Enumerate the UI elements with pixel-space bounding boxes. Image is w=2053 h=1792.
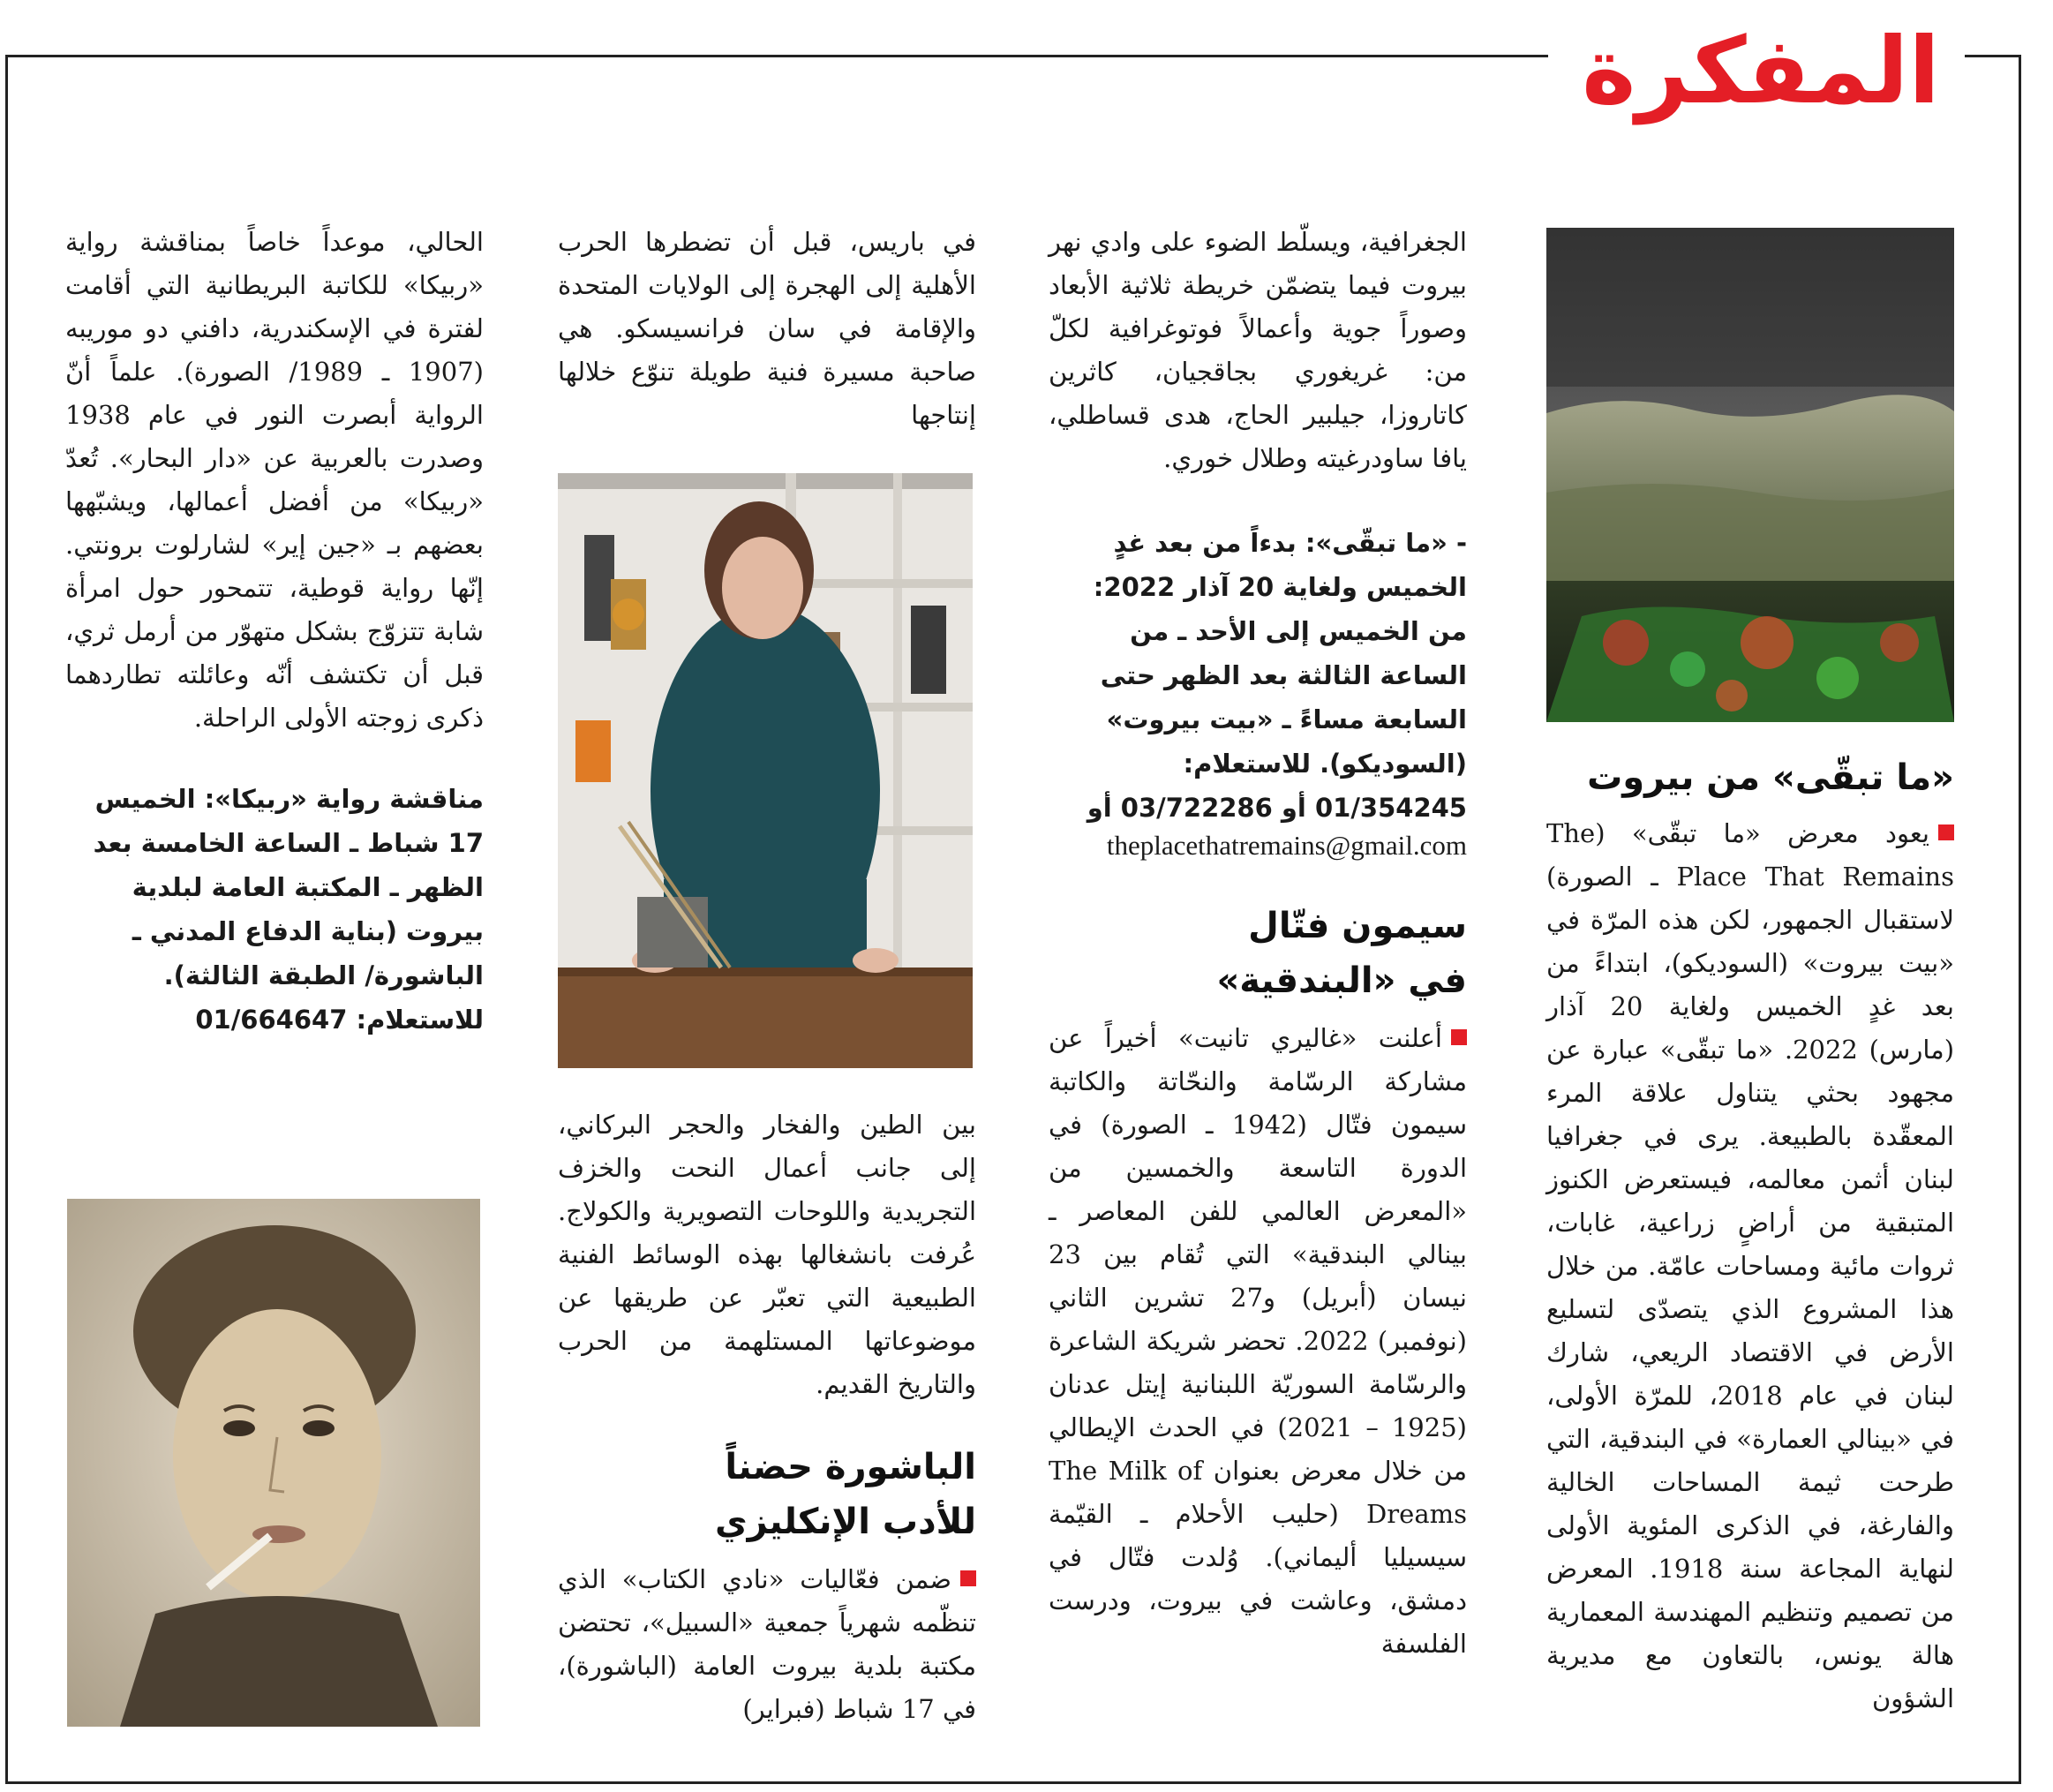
masthead-title: المفكرة: [1582, 17, 1940, 124]
artist-photo: [558, 473, 973, 1068]
column-2: [1049, 221, 1467, 1666]
article1-headline: «ما تبقّى» من بيروت: [1587, 757, 1954, 798]
artist-image: [558, 473, 973, 1068]
red-square-icon: [1451, 1029, 1467, 1045]
article2-headline: سيمون فتّال في «البندقية»: [1216, 906, 1467, 1001]
column-1: [1546, 750, 1954, 1720]
article2-body-cont2: بين الطين والفخار والحجر البركاني، إلى جانب أعمال النحت والخزف التجريدية واللوحات التصويرية والكولاج. عُرفت بانشغالها بهذه الوسائط الفنية الطبيعية التي تعبّر عن طريقها عن موضوعاتها المستلهمة من الحرب والتاريخ القديم.: [558, 1110, 976, 1399]
article1-info: [1049, 521, 1467, 862]
article1-body: يعود معرض «ما تبقّى» (The Place That Remains ـ الصورة) لاستقبال الجمهور، لكن هذه المرّة في «بيت بيروت» (السوديكو)، ابتداءً من بعد غدٍ الخميس ولغاية 20 آذار (مارس) 2022. «ما تبقّى» عبارة عن مجهود بحثي يتناول علاقة المرء المعقّدة بالطبيعة. يرى في جغرافيا لبنان أثمن معالمه، فيستعرض الكنوز المتبقية من أراضٍ زراعية، غابات، ثروات مائية ومساحات عامّة. من خلال هذا المشروع الذي يتصدّى لتسليع الأرض في الاقتصاد الريعي، شارك لبنان في عام 2018، للمرّة الأولى، في «بينالي العمارة» في البندقية، التي طرحت ثيمة المساحات الخالية والفارغة، في الذكرى المئوية الأولى لنهاية المجاعة سنة 1918. المعرض من تصميم وتنظيم المهندسة المعمارية هالة يونس، بالتعاون مع مديرية الشؤون: [1546, 818, 1955, 1713]
article1-body-cont: الجغرافية، ويسلّط الضوء على وادي نهر بيروت فيما يتضمّن خريطة ثلاثية الأبعاد وصوراً جوية وأعمالاً فوتوغرافية لكلّ من: غريغوري بجاقجيان، كاثرين كاتاروزا، جيلبير الحاج، هدى قساطلي، يافا ساودرغيته وطلال خوري.: [1049, 227, 1467, 473]
author-image: [67, 1199, 480, 1727]
exhibition-image: [1546, 228, 1954, 722]
column-4: [65, 221, 484, 1042]
red-square-icon: [1938, 824, 1954, 840]
article3-body: ضمن فعّاليات «نادي الكتاب» الذي تنظّمه شهرياً جمعية «السبيل»، تحتضن مكتبة بلدية بيروت العامة (الباشورة)، في 17 شباط (فبراير): [558, 1564, 976, 1724]
column-3-lower: [558, 1103, 976, 1731]
article2-body-cont1: في باريس، قبل أن تضطرها الحرب الأهلية إلى الهجرة إلى الولايات المتحدة والإقامة في سان فرانسيسكو. هي صاحبة مسيرة فنية طويلة تنوّع خلالها إنتاجها: [558, 227, 976, 430]
exhibition-photo: [1546, 228, 1954, 722]
article3-headline: الباشورة حضناً للأدب الإنكليزي: [714, 1447, 976, 1542]
author-photo: [67, 1199, 480, 1727]
article1-email: theplacethatremains@gmail.com: [1106, 830, 1467, 861]
article1-info-text: - «ما تبقّى»: بدءاً من بعد غدٍ الخميس ولغاية 20 آذار 2022: من الخميس إلى الأحد ـ من الساعة الثالثة بعد الظهر حتى السابعة مساءً ـ «بيت بيروت» (السوديكو). للاستعلام: 01/354245 أو 03/722286 أو: [1087, 528, 1467, 823]
column-3: [558, 221, 976, 437]
article2-body: أعلنت «غاليري تانيت» أخيراً عن مشاركة الرسّامة والنحّاتة والكاتبة سيمون فتّال (1942 ـ الصورة) في الدورة التاسعة والخمسين من «المعرض العالمي للفن المعاصر ـ بينالي البندقية» التي تُقام بين 23 نيسان (أبريل) و27 تشرين الثاني (نوفمبر) 2022. تحضر شريكة الشاعرة والرسّامة السوريّة اللبنانية إيتل عدنان (1925 – 2021) في الحدث الإيطالي من خلال معرض بعنوان The Milk of Dreams (حليب الأحلام ـ القيّمة سيسيليا أليماني). وُلدت فتّال في دمشق، وعاشت في بيروت، ودرست الفلسفة: [1049, 1023, 1467, 1659]
article3-body-cont: الحالي، موعداً خاصاً بمناقشة رواية «ربيكا» للكاتبة البريطانية التي أقامت لفترة في الإسكندرية، دافني دو موريبه (1907 ـ 1989/ الصورة). علماً أنّ الرواية أبصرت النور في عام 1938 وصدرت بالعربية عن «دار البحار». تُعدّ «ربيكا» من أفضل أعمالها، ويشبّهها بعضهم بـ «جين إير» لشارلوت برونتي. إنّها رواية قوطية، تتمحور حول امرأة شابة تتزوّج بشكل متهوّر من أرمل ثري، قبل أن تكتشف أنّه وعائلته تطاردهما ذكرى زوجته الأولى الراحلة.: [65, 227, 484, 733]
article3-info: مناقشة رواية «ربيكا»: الخميس 17 شباط ـ الساعة الخامسة بعد الظهر ـ المكتبة العامة لبلدية بيروت (بناية الدفاع المدني ـ الباشورة/ الطبقة الثالثة). للاستعلام: 01/664647: [93, 784, 484, 1035]
red-square-icon: [960, 1570, 976, 1586]
